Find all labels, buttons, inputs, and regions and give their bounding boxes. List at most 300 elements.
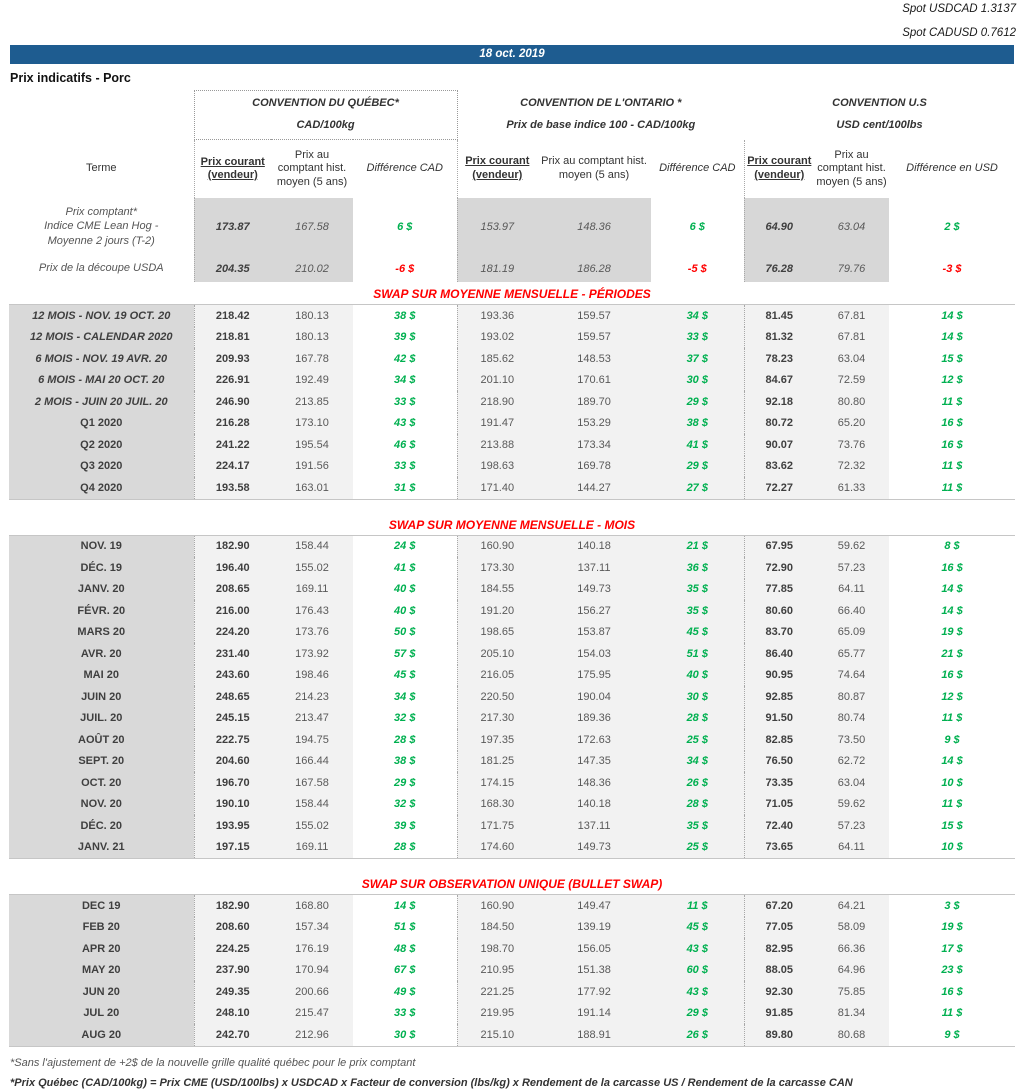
terme-cell: MAI 20 (9, 665, 194, 687)
on-hist-cell: 189.36 (537, 708, 651, 730)
qc-diff-cell: 30 $ (353, 1024, 457, 1046)
qc-diff-cell: 28 $ (394, 733, 416, 746)
us-diff-cell: 14 $ (889, 305, 1015, 327)
us-diff-cell: 14 $ (941, 331, 963, 344)
qc-courant-cell: 231.40 (194, 643, 271, 665)
us-diff-cell: 16 $ (941, 561, 963, 574)
qc-diff-cell: 41 $ (394, 561, 416, 574)
qc-courant-cell: 224.20 (194, 622, 271, 644)
qc-hist-cell: 210.02 (271, 255, 353, 282)
on-courant-cell: 219.95 (457, 1003, 537, 1025)
on-diff-cell: 27 $ (651, 477, 744, 499)
us-hist-cell: 80.87 (814, 686, 889, 708)
on-hist-cell: 156.05 (537, 938, 651, 960)
qc-diff-cell: 40 $ (394, 583, 416, 596)
us-hist-cell: 66.36 (814, 938, 889, 960)
qc-courant-cell: 197.15 (194, 837, 271, 859)
qc-hist-cell: 173.10 (271, 413, 353, 435)
terme-cell: JANV. 21 (9, 837, 194, 859)
on-diff-cell: 26 $ (651, 772, 744, 794)
on-hist-cell: 140.18 (537, 535, 651, 557)
on-hist-cell: 190.04 (537, 686, 651, 708)
col-header-on-prix-hist: Prix au comptant hist. moyen (5 ans) (541, 155, 647, 181)
qc-courant-cell: 208.65 (194, 579, 271, 601)
qc-hist-cell: 214.23 (271, 686, 353, 708)
on-diff-cell: 33 $ (651, 327, 744, 349)
us-courant-cell: 82.85 (744, 729, 814, 751)
on-diff-cell: 25 $ (651, 837, 744, 859)
convention-ontario-subtitle: Prix de base indice 100 - CAD/100kg (506, 119, 696, 131)
qc-hist-cell: 213.47 (271, 708, 353, 730)
table-row (9, 643, 1015, 665)
table-body (9, 198, 1015, 1046)
qc-diff-cell: 67 $ (394, 964, 416, 977)
convention-quebec-subtitle: CAD/100kg (296, 119, 355, 131)
convention-quebec-header (194, 91, 457, 140)
terme-cell: Q2 2020 (9, 434, 194, 456)
table-row (9, 772, 1015, 794)
terme-cell: 2 MOIS - JUIN 20 JUIL. 20 (9, 391, 194, 413)
table-row (9, 434, 1015, 456)
qc-courant-cell: 222.75 (194, 729, 271, 751)
us-diff-cell: 16 $ (941, 438, 963, 451)
us-hist-cell: 62.72 (814, 751, 889, 773)
qc-courant-cell: 208.60 (194, 917, 271, 939)
qc-diff-cell: 33 $ (394, 395, 416, 408)
on-diff-cell: 25 $ (651, 729, 744, 751)
column-header-row (9, 140, 1015, 199)
terme-cell: Q3 2020 (9, 456, 194, 478)
convention-quebec-title: CONVENTION DU QUÉBEC* (252, 97, 399, 109)
on-diff-cell: 29 $ (651, 391, 744, 413)
us-diff-cell: 3 $ (889, 895, 1015, 917)
us-hist-cell: 57.23 (814, 815, 889, 837)
us-courant-cell: 76.28 (744, 255, 814, 282)
qc-courant-cell: 249.35 (194, 981, 271, 1003)
on-courant-cell: 173.30 (457, 557, 537, 579)
terme-cell: Prix comptant* Indice CME Lean Hog - Moyenne 2 jours (T-2) (9, 198, 194, 255)
on-hist-cell: 139.19 (537, 917, 651, 939)
us-courant-cell: 84.67 (744, 370, 814, 392)
us-courant-cell: 80.72 (744, 413, 814, 435)
on-courant-cell: 205.10 (457, 643, 537, 665)
us-hist-cell: 73.50 (814, 729, 889, 751)
us-hist-cell: 64.96 (814, 960, 889, 982)
us-diff-cell: 11 $ (941, 712, 963, 725)
table-row (9, 600, 1015, 622)
on-diff-cell: 30 $ (651, 370, 744, 392)
on-courant-cell: 171.40 (457, 477, 537, 499)
col-header-us-prix-courant: Prix courant (vendeur) (744, 140, 814, 199)
col-header-on-prix-courant: Prix courant (vendeur) (457, 140, 537, 199)
us-hist-cell: 81.34 (814, 1003, 889, 1025)
on-hist-cell: 148.36 (537, 772, 651, 794)
on-hist-cell: 189.70 (537, 391, 651, 413)
us-hist-cell: 59.62 (814, 535, 889, 557)
us-hist-cell: 75.85 (814, 981, 889, 1003)
terme-cell: JUIN 20 (9, 686, 194, 708)
us-hist-cell: 65.20 (814, 413, 889, 435)
terme-cell: DÉC. 20 (9, 815, 194, 837)
us-diff-cell: 16 $ (941, 417, 963, 430)
us-diff-cell: 15 $ (941, 819, 963, 832)
us-diff-cell: 8 $ (889, 535, 1015, 557)
us-hist-cell: 64.11 (814, 579, 889, 601)
on-courant-cell: 160.90 (457, 895, 537, 917)
qc-diff-cell: 51 $ (394, 921, 416, 934)
us-courant-cell: 91.85 (744, 1003, 814, 1025)
table-row (9, 708, 1015, 730)
table-row (9, 686, 1015, 708)
table-row (9, 557, 1015, 579)
us-diff-cell: 16 $ (941, 985, 963, 998)
on-hist-cell: 173.34 (537, 434, 651, 456)
on-courant-cell: 198.70 (457, 938, 537, 960)
on-courant-cell: 220.50 (457, 686, 537, 708)
qc-hist-cell: 167.58 (271, 198, 353, 255)
qc-courant-cell: 224.17 (194, 456, 271, 478)
us-courant-cell: 77.85 (744, 579, 814, 601)
us-courant-cell: 86.40 (744, 643, 814, 665)
col-header-qc-difference: Différence CAD (366, 162, 443, 175)
us-courant-cell: 88.05 (744, 960, 814, 982)
on-diff-cell: 37 $ (651, 348, 744, 370)
on-hist-cell: 186.28 (537, 255, 651, 282)
qc-hist-cell: 195.54 (271, 434, 353, 456)
on-hist-cell: 153.29 (537, 413, 651, 435)
terme-cell: Q4 2020 (9, 477, 194, 499)
qc-diff-cell: 14 $ (353, 895, 457, 917)
us-hist-cell: 74.64 (814, 665, 889, 687)
on-hist-cell: 148.53 (537, 348, 651, 370)
qc-courant-cell: 241.22 (194, 434, 271, 456)
on-diff-cell: 21 $ (651, 535, 744, 557)
on-diff-cell: 29 $ (651, 1003, 744, 1025)
terme-cell: 12 MOIS - NOV. 19 OCT. 20 (9, 305, 194, 327)
us-courant-cell: 92.85 (744, 686, 814, 708)
us-diff-cell: 16 $ (941, 669, 963, 682)
us-diff-cell: 14 $ (941, 583, 963, 596)
qc-hist-cell: 176.19 (271, 938, 353, 960)
on-diff-cell: 30 $ (651, 686, 744, 708)
convention-us-subtitle: USD cent/100lbs (836, 119, 923, 131)
on-diff-cell: 26 $ (651, 1024, 744, 1046)
table-row (9, 579, 1015, 601)
on-diff-cell: 45 $ (651, 622, 744, 644)
table-row (9, 981, 1015, 1003)
us-hist-cell: 64.21 (814, 895, 889, 917)
qc-hist-cell: 168.80 (271, 895, 353, 917)
on-courant-cell: 201.10 (457, 370, 537, 392)
us-hist-cell: 57.23 (814, 557, 889, 579)
qc-hist-cell: 180.13 (271, 305, 353, 327)
on-diff-cell: 51 $ (651, 643, 744, 665)
us-diff-cell: 11 $ (941, 395, 963, 408)
table-row (9, 370, 1015, 392)
on-courant-cell: 221.25 (457, 981, 537, 1003)
us-courant-cell: 67.95 (744, 535, 814, 557)
terme-cell: 12 MOIS - CALENDAR 2020 (9, 327, 194, 349)
table-row (9, 837, 1015, 859)
qc-diff-cell: 32 $ (394, 798, 416, 811)
us-diff-cell: 11 $ (889, 477, 1015, 499)
on-diff-cell: 41 $ (651, 434, 744, 456)
on-hist-cell: 153.87 (537, 622, 651, 644)
on-courant-cell: 168.30 (457, 794, 537, 816)
qc-courant-cell: 182.90 (194, 895, 271, 917)
qc-hist-cell: 194.75 (271, 729, 353, 751)
us-courant-cell: 73.35 (744, 772, 814, 794)
terme-cell: JANV. 20 (9, 579, 194, 601)
us-diff-cell: 19 $ (941, 921, 963, 934)
footnote-quality-grid: *Sans l'ajustement de +2$ de la nouvelle grille qualité québec pour le prix comptant (10, 1056, 416, 1069)
qc-hist-cell: 200.66 (271, 981, 353, 1003)
on-courant-cell: 210.95 (457, 960, 537, 982)
terme-cell: AOÛT 20 (9, 729, 194, 751)
convention-ontario-header (457, 91, 744, 140)
terme-cell: 6 MOIS - MAI 20 OCT. 20 (9, 370, 194, 392)
on-courant-cell: 181.25 (457, 751, 537, 773)
on-diff-cell: 38 $ (651, 413, 744, 435)
on-courant-cell: 193.36 (457, 305, 537, 327)
qc-hist-cell: 191.56 (271, 456, 353, 478)
table-row (9, 535, 1015, 557)
qc-courant-cell: 196.40 (194, 557, 271, 579)
qc-diff-cell: 49 $ (394, 985, 416, 998)
table-row (9, 413, 1015, 435)
us-hist-cell: 80.80 (814, 391, 889, 413)
table-row (9, 1003, 1015, 1025)
on-hist-cell: 151.38 (537, 960, 651, 982)
terme-cell: 6 MOIS - NOV. 19 AVR. 20 (9, 348, 194, 370)
us-hist-cell: 63.04 (814, 772, 889, 794)
on-courant-cell: 174.15 (457, 772, 537, 794)
spot-usdcad: Spot USDCAD 1.3137 (902, 3, 1016, 15)
qc-diff-cell: 33 $ (394, 1007, 416, 1020)
table-row (9, 815, 1015, 837)
table-row (9, 327, 1015, 349)
terme-cell: JUIL. 20 (9, 708, 194, 730)
qc-diff-cell: 34 $ (394, 690, 416, 703)
convention-header-row (9, 91, 1015, 140)
us-diff-cell: 9 $ (944, 733, 960, 746)
qc-courant-cell: 245.15 (194, 708, 271, 730)
qc-hist-cell: 215.47 (271, 1003, 353, 1025)
us-courant-cell: 72.90 (744, 557, 814, 579)
qc-courant-cell: 226.91 (194, 370, 271, 392)
table-row (9, 751, 1015, 773)
us-diff-cell: 9 $ (889, 1024, 1015, 1046)
on-hist-cell: 147.35 (537, 751, 651, 773)
terme-cell: SEPT. 20 (9, 751, 194, 773)
section-title: SWAP SUR OBSERVATION UNIQUE (BULLET SWAP) (9, 859, 1015, 895)
us-diff-cell: 10 $ (889, 837, 1015, 859)
terme-cell: DÉC. 19 (9, 557, 194, 579)
table-row (9, 917, 1015, 939)
terme-cell: NOV. 20 (9, 794, 194, 816)
us-diff-cell: 19 $ (941, 626, 963, 639)
us-courant-cell: 83.62 (744, 456, 814, 478)
table-row (9, 622, 1015, 644)
on-diff-cell: 43 $ (651, 938, 744, 960)
on-courant-cell: 191.20 (457, 600, 537, 622)
on-hist-cell: 159.57 (537, 305, 651, 327)
on-diff-cell: 40 $ (651, 665, 744, 687)
us-courant-cell: 92.18 (744, 391, 814, 413)
section-title: SWAP SUR MOYENNE MENSUELLE - MOIS (9, 499, 1015, 535)
terme-cell: NOV. 19 (9, 535, 194, 557)
terme-cell: JUN 20 (9, 981, 194, 1003)
qc-courant-cell: 196.70 (194, 772, 271, 794)
qc-diff-cell: 40 $ (394, 604, 416, 617)
qc-courant-cell: 224.25 (194, 938, 271, 960)
table-row (9, 895, 1015, 917)
table-row (9, 255, 1015, 282)
us-hist-cell: 73.76 (814, 434, 889, 456)
terme-cell: AUG 20 (9, 1024, 194, 1046)
table-row (9, 391, 1015, 413)
qc-hist-cell: 198.46 (271, 665, 353, 687)
us-hist-cell: 80.68 (814, 1024, 889, 1046)
table-row (9, 729, 1015, 751)
on-hist-cell: 149.47 (537, 895, 651, 917)
col-header-us-difference: Différence en USD (906, 162, 998, 174)
qc-courant-cell: 193.58 (194, 477, 271, 499)
qc-courant-cell: 248.65 (194, 686, 271, 708)
us-hist-cell: 65.77 (814, 643, 889, 665)
us-diff-cell: 2 $ (944, 220, 960, 233)
on-courant-cell: 160.90 (457, 535, 537, 557)
convention-us-header (744, 91, 1015, 140)
us-hist-cell: 65.09 (814, 622, 889, 644)
on-diff-cell: 43 $ (651, 981, 744, 1003)
qc-hist-cell: 158.44 (271, 535, 353, 557)
on-diff-cell: 6 $ (689, 220, 705, 233)
qc-diff-cell: 48 $ (394, 942, 416, 955)
qc-diff-cell: 24 $ (353, 535, 457, 557)
section-title: SWAP SUR MOYENNE MENSUELLE - PÉRIODES (9, 282, 1015, 305)
us-hist-cell: 58.09 (814, 917, 889, 939)
us-courant-cell: 73.65 (744, 837, 814, 859)
qc-hist-cell: 173.92 (271, 643, 353, 665)
us-hist-cell: 67.81 (814, 327, 889, 349)
on-courant-cell: 216.05 (457, 665, 537, 687)
on-hist-cell: 172.63 (537, 729, 651, 751)
us-diff-cell: 11 $ (941, 1007, 963, 1020)
us-hist-cell: 67.81 (814, 305, 889, 327)
qc-hist-cell: 176.43 (271, 600, 353, 622)
on-courant-cell: 198.63 (457, 456, 537, 478)
qc-diff-cell: 42 $ (394, 352, 416, 365)
terme-cell: OCT. 20 (9, 772, 194, 794)
on-courant-cell: 171.75 (457, 815, 537, 837)
on-diff-cell: -5 $ (687, 262, 707, 275)
us-courant-cell: 90.07 (744, 434, 814, 456)
qc-diff-cell: 6 $ (397, 220, 413, 233)
terme-cell: APR 20 (9, 938, 194, 960)
on-hist-cell: 140.18 (537, 794, 651, 816)
on-hist-cell: 144.27 (537, 477, 651, 499)
us-hist-cell: 72.59 (814, 370, 889, 392)
terme-cell: FÉVR. 20 (9, 600, 194, 622)
us-hist-cell: 63.04 (814, 198, 889, 255)
qc-courant-cell: 190.10 (194, 794, 271, 816)
col-header-us-prix-hist: Prix au comptant hist. moyen (5 ans) (816, 148, 887, 188)
qc-courant-cell: 218.81 (194, 327, 271, 349)
qc-hist-cell: 213.85 (271, 391, 353, 413)
spot-rates (0, 0, 1024, 40)
table-row (9, 938, 1015, 960)
qc-courant-cell: 204.35 (194, 255, 271, 282)
qc-diff-cell: 45 $ (394, 669, 416, 682)
qc-diff-cell: -6 $ (395, 262, 415, 275)
terme-cell: FEB 20 (9, 917, 194, 939)
qc-hist-cell: 155.02 (271, 557, 353, 579)
us-hist-cell: 59.62 (814, 794, 889, 816)
footnote-price-formula: *Prix Québec (CAD/100kg) = Prix CME (USD/100lbs) x USDCAD x Facteur de conversion (lbs/kg) x Rendement de la carcasse US / Rendement de la carcasse CAN (10, 1076, 853, 1089)
terme-cell: Q1 2020 (9, 413, 194, 435)
us-courant-cell: 71.05 (744, 794, 814, 816)
us-diff-cell: 14 $ (941, 755, 963, 768)
qc-hist-cell: 163.01 (271, 477, 353, 499)
qc-hist-cell: 212.96 (271, 1024, 353, 1046)
on-hist-cell: 137.11 (537, 815, 651, 837)
on-hist-cell: 175.95 (537, 665, 651, 687)
on-courant-cell: 191.47 (457, 413, 537, 435)
qc-diff-cell: 38 $ (394, 755, 416, 768)
on-courant-cell: 217.30 (457, 708, 537, 730)
section-title-row (9, 499, 1015, 535)
us-courant-cell: 82.95 (744, 938, 814, 960)
qc-courant-cell: 243.60 (194, 665, 271, 687)
terme-cell: JUL 20 (9, 1003, 194, 1025)
on-courant-cell: 198.65 (457, 622, 537, 644)
us-courant-cell: 89.80 (744, 1024, 814, 1046)
on-hist-cell: 170.61 (537, 370, 651, 392)
qc-hist-cell: 173.76 (271, 622, 353, 644)
terme-cell: MAY 20 (9, 960, 194, 982)
on-courant-cell: 213.88 (457, 434, 537, 456)
qc-hist-cell: 167.58 (271, 772, 353, 794)
on-diff-cell: 28 $ (651, 794, 744, 816)
qc-diff-cell: 29 $ (394, 776, 416, 789)
qc-hist-cell: 167.78 (271, 348, 353, 370)
us-courant-cell: 80.60 (744, 600, 814, 622)
date-banner: 18 oct. 2019 (10, 45, 1014, 64)
us-diff-cell: 23 $ (941, 964, 963, 977)
on-courant-cell: 185.62 (457, 348, 537, 370)
terme-cell: AVR. 20 (9, 643, 194, 665)
spot-cadusd: Spot CADUSD 0.7612 (902, 27, 1016, 39)
qc-hist-cell: 166.44 (271, 751, 353, 773)
us-hist-cell: 61.33 (814, 477, 889, 499)
on-courant-cell: 197.35 (457, 729, 537, 751)
qc-diff-cell: 31 $ (353, 477, 457, 499)
page-title: Prix indicatifs - Porc (10, 71, 131, 85)
on-hist-cell: 149.73 (537, 837, 651, 859)
table-row (9, 960, 1015, 982)
on-diff-cell: 36 $ (651, 557, 744, 579)
us-diff-cell: -3 $ (942, 262, 962, 275)
qc-hist-cell: 169.11 (271, 579, 353, 601)
us-courant-cell: 90.95 (744, 665, 814, 687)
qc-diff-cell: 43 $ (394, 417, 416, 430)
us-diff-cell: 14 $ (941, 604, 963, 617)
terme-cell: Prix de la découpe USDA (9, 255, 194, 282)
on-courant-cell: 184.55 (457, 579, 537, 601)
us-diff-cell: 11 $ (941, 460, 963, 473)
us-hist-cell: 63.04 (814, 348, 889, 370)
